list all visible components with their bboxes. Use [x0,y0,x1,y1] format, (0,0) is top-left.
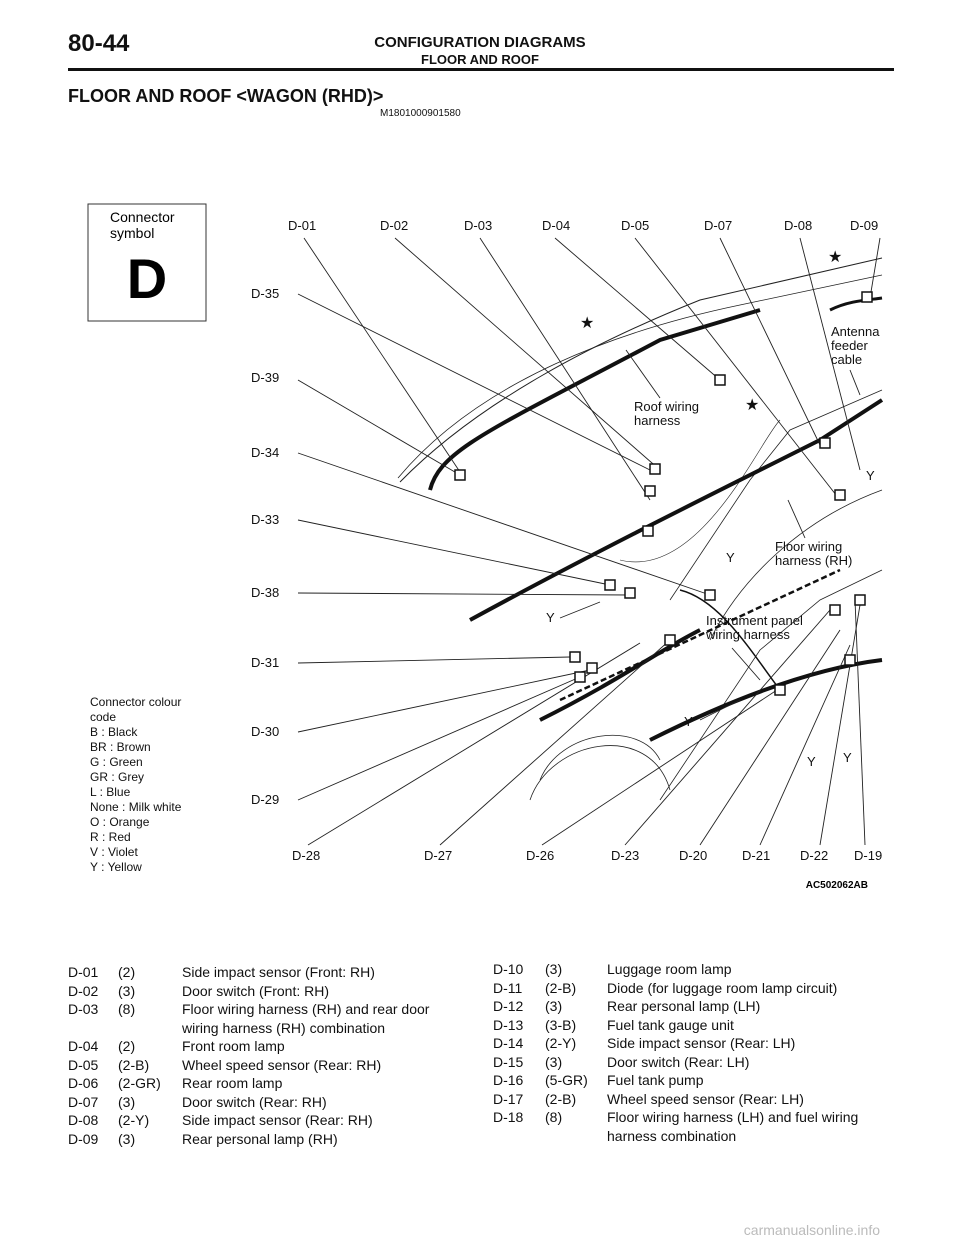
page-number: 80-44 [68,30,130,57]
connector-code: D-15 [493,1053,524,1070]
connector-description: Floor wiring harness (RH) and rear door [182,1001,430,1017]
connector-pins: (2-B) [545,1090,577,1107]
connector-description: Fuel tank gauge unit [607,1016,734,1033]
connector-code: D-02 [68,982,99,999]
figure-code: AC502062AB [805,880,868,891]
connector-code: D-05 [68,1056,99,1073]
connector-pins: (3) [545,998,563,1014]
connector-pins: (2-Y) [545,1035,577,1051]
connector-label: D-27 [424,848,453,863]
callout-antenna-2: feeder [831,338,868,353]
callout-y: Y [684,714,693,729]
connector-table-right [493,960,893,1145]
connector-description: Door switch (Rear: LH) [607,1053,750,1070]
watermark: carmanualsonline.info [743,1222,880,1238]
connector-label: D-34 [251,445,280,460]
connector-description: Diode (for luggage room lamp circuit) [607,979,838,996]
top-label-group [288,218,878,233]
connector-label: D-09 [850,218,879,233]
connector-row [68,1000,468,1037]
connector-pins: (2-B) [118,1056,150,1073]
bottom-label-group [292,848,882,863]
connector-label: D-05 [621,218,650,233]
connector-code: D-13 [493,1016,524,1033]
connector-row [68,1130,468,1149]
colour-code-item: GR : Grey [90,770,145,784]
colour-code-item: R : Red [90,830,131,844]
callout-roof-1: Roof wiring [634,399,700,414]
connector-pins: (2-B) [545,979,577,996]
connector-code: D-08 [68,1112,99,1128]
callout-y: Y [546,610,555,625]
star-marks [580,249,842,414]
star-icon: ★ [580,315,595,332]
connector-row [68,1074,468,1093]
colour-code-item: B : Black [90,725,138,739]
section-title: FLOOR AND ROOF <WAGON (RHD)> [68,86,384,106]
connector-label: D-08 [784,218,813,233]
connector-description: Floor wiring harness (LH) and fuel wiring [607,1109,859,1125]
connector-label: D-39 [251,370,280,385]
callout-y: Y [843,750,852,765]
colour-code-item: None : Milk white [90,800,182,814]
colour-code-item: O : Orange [90,815,150,829]
connector-pins: (2) [118,964,136,980]
callout-ip-2: wiring harness [706,627,790,642]
colour-code-item: BR : Brown [90,740,151,754]
connector-pins: (5-GR) [545,1072,588,1088]
symbol-letter: D [126,247,168,310]
connector-pins: (3) [118,982,136,999]
connector-row [68,1056,468,1075]
callout-antenna-1: Antenna [831,324,880,339]
connector-description: Fuel tank pump [607,1072,704,1088]
callout-y: Y [866,468,875,483]
connector-symbol-box [88,204,206,321]
star-icon: ★ [828,249,843,266]
connector-label: D-30 [251,724,280,739]
star-icon: ★ [745,397,760,414]
connector-label: D-38 [251,585,280,600]
symbol-label-1: Connector [110,209,175,225]
connector-row [68,1037,468,1056]
connector-description-cont: harness combination [607,1127,737,1144]
connector-description: Rear personal lamp (LH) [607,998,761,1014]
connector-pins: (2-Y) [118,1112,150,1128]
header-rule [68,68,894,71]
connector-description: Rear personal lamp (RH) [182,1130,338,1147]
connector-label: D-28 [292,848,321,863]
connector-label: D-02 [380,218,409,233]
connector-row [493,960,893,979]
connector-label: D-31 [251,655,280,670]
callout-y: Y [726,550,735,565]
connector-label: D-07 [704,218,733,233]
connector-code: D-12 [493,998,524,1014]
harness-lines [430,298,882,740]
connector-label: D-33 [251,512,280,527]
connector-row [493,979,893,998]
connector-row [493,1053,893,1072]
connector-table-left [68,963,468,1148]
connector-label: D-22 [800,848,829,863]
connector-description: Side impact sensor (Rear: LH) [607,1035,796,1051]
connector-label: D-04 [542,218,571,233]
connector-label: D-20 [679,848,708,863]
connector-pins: (3) [545,961,563,977]
header-title: CONFIGURATION DIAGRAMS [374,34,586,51]
callout-antenna-3: cable [831,352,863,367]
colour-code-item: V : Violet [90,845,138,859]
callout-ip-1: Instrument panel [706,613,803,628]
connector-label: D-21 [742,848,771,863]
callout-floor-2: harness (RH) [775,553,853,568]
colour-code-item: G : Green [90,755,143,769]
connector-code: D-18 [493,1109,524,1125]
left-label-group [251,286,279,807]
callout-roof-2: harness [634,413,681,428]
connector-pins: (8) [545,1109,563,1125]
connector-pins: (8) [118,1001,136,1017]
connector-code: D-06 [68,1075,99,1091]
connector-description: Luggage room lamp [607,961,732,977]
connector-row [493,1016,893,1035]
connector-code: D-16 [493,1072,524,1088]
connector-description: Wheel speed sensor (Rear: RH) [182,1056,382,1073]
connector-code: D-14 [493,1035,524,1051]
connector-row [68,982,468,1001]
colour-code-title: code [90,710,117,724]
connector-row [493,1090,893,1109]
connector-description: Front room lamp [182,1038,285,1054]
symbol-label-2: symbol [110,225,155,241]
callout-y: Y [807,754,816,769]
connector-code: D-03 [68,1001,99,1017]
connector-label: D-19 [854,848,883,863]
header-subtitle: FLOOR AND ROOF [421,52,539,67]
connector-pins: (3) [118,1093,136,1110]
callouts [546,324,880,769]
connector-description: Side impact sensor (Rear: RH) [182,1112,373,1128]
connector-description: Rear room lamp [182,1075,283,1091]
connector-code: D-07 [68,1093,99,1110]
connector-row [68,963,468,982]
connector-description-cont: wiring harness (RH) combination [182,1019,386,1036]
connector-description: Door switch (Rear: RH) [182,1093,327,1110]
connector-row [493,997,893,1016]
connector-label: D-29 [251,792,280,807]
connector-description: Wheel speed sensor (Rear: LH) [607,1090,804,1107]
section-code: M1801000901580 [380,108,461,119]
connector-row [68,1111,468,1130]
connector-label: D-01 [288,218,317,233]
colour-code-item: L : Blue [90,785,131,799]
connector-code: D-11 [493,979,523,996]
connector-label: D-23 [611,848,640,863]
connector-row [68,1093,468,1112]
connector-row [493,1071,893,1090]
connector-label: D-03 [464,218,493,233]
connector-row [493,1108,893,1145]
callout-floor-1: Floor wiring [775,539,843,554]
connector-description: Door switch (Front: RH) [182,982,330,999]
connector-description: Side impact sensor (Front: RH) [182,964,375,980]
connector-code: D-10 [493,961,524,977]
connector-pins: (3) [118,1130,136,1147]
connector-pins: (3) [545,1053,563,1070]
connector-label: D-35 [251,286,280,301]
connector-pins: (2) [118,1038,136,1054]
connector-row [493,1034,893,1053]
connector-code: D-09 [68,1130,99,1147]
connector-code: D-01 [68,964,99,980]
connector-code: D-04 [68,1038,99,1054]
connector-pins: (3-B) [545,1016,577,1033]
colour-code-title: Connector colour [90,695,182,709]
connector-code: D-17 [493,1090,524,1107]
connector-label: D-26 [526,848,555,863]
wiring-diagram [60,180,900,900]
connector-marks [455,292,872,695]
colour-code-item: Y : Yellow [90,860,142,874]
connector-pins: (2-GR) [118,1075,161,1091]
colour-code-legend [90,695,182,874]
